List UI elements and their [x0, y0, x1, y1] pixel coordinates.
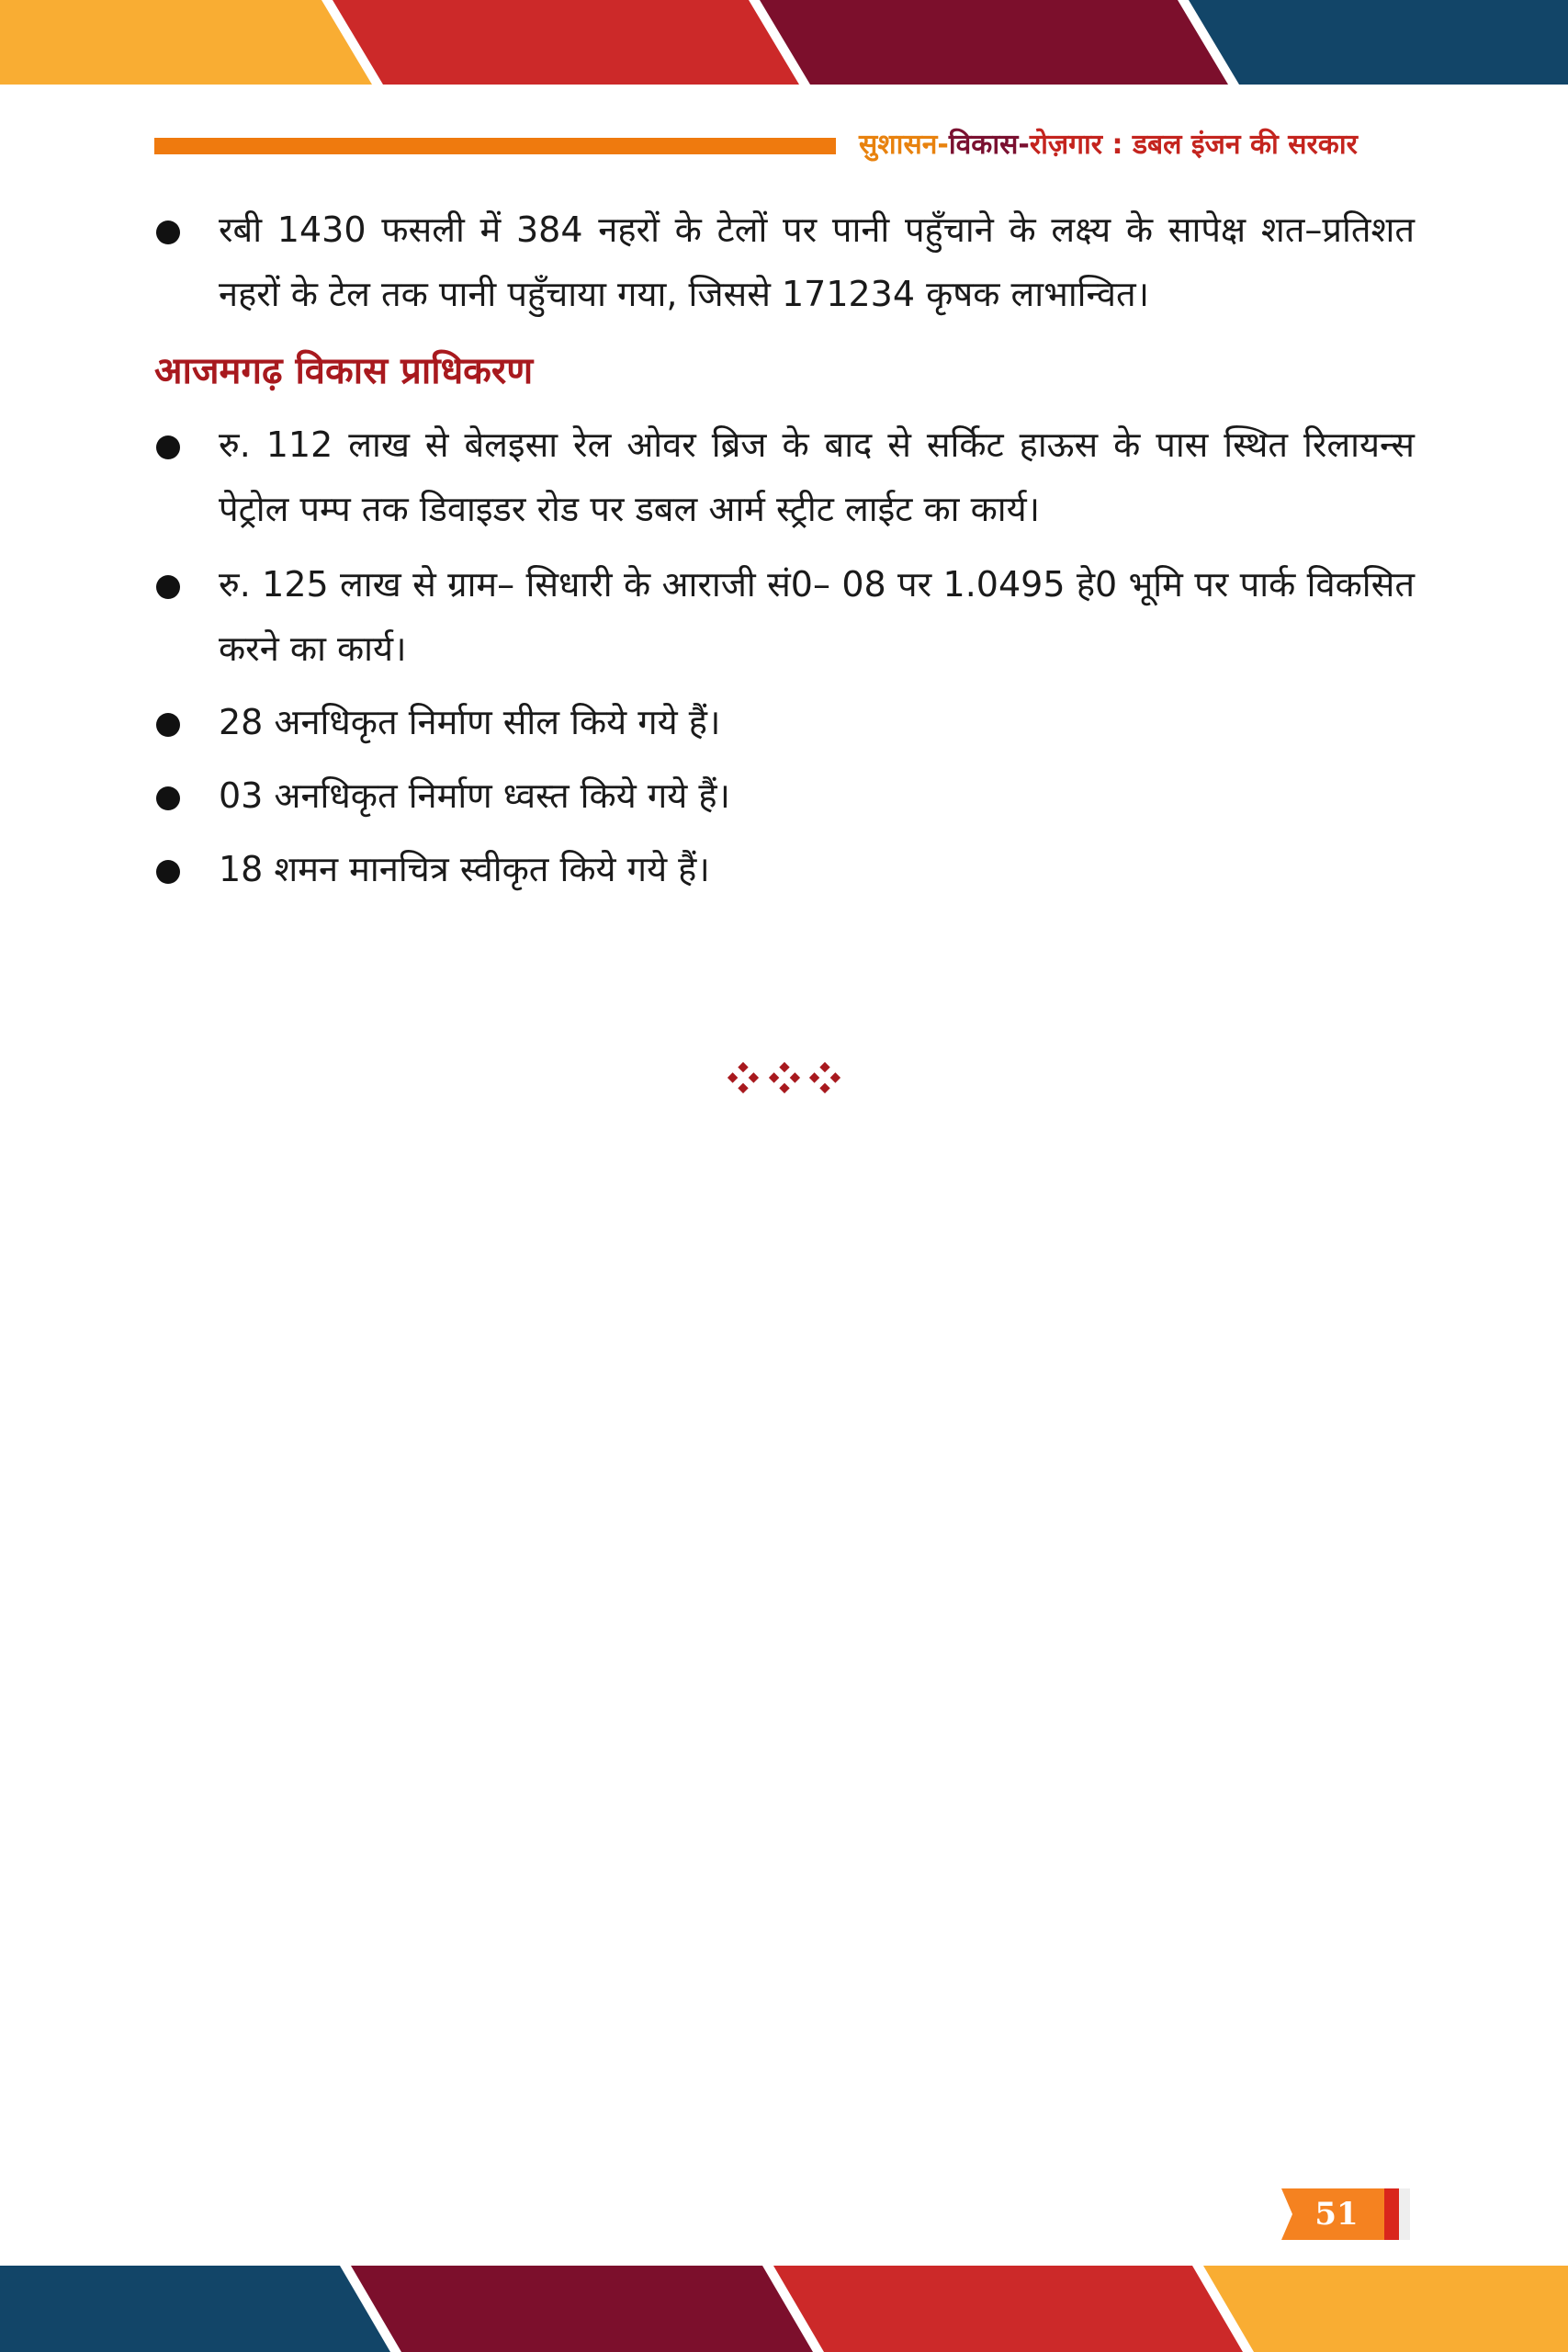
bullet-dot-icon	[156, 786, 180, 810]
diamond-fleuron-icon	[767, 1060, 802, 1095]
bullet-dot-icon	[156, 860, 180, 884]
list-item-text: रबी 1430 फसली में 384 नहरों के टेलों पर पानी पहुँचाने के लक्ष्य के सापेक्ष शत–प्रतिशत नहरों के टेल तक पानी पहुँचाया गया, जिससे 171234 कृषक लाभान्वित।	[219, 209, 1415, 314]
list-item-text: 18 शमन मानचित्र स्वीकृत किये गये हैं।	[219, 849, 710, 889]
bottom-band-navy	[0, 2266, 390, 2352]
bottom-color-band	[0, 2266, 1568, 2352]
top-band-yellow	[0, 0, 372, 85]
list-item-text: 28 अनधिकृत निर्माण सील किये गये हैं।	[219, 702, 721, 742]
list-item	[154, 198, 1415, 326]
header-title-part-3: रोज़गार : डबल इंजन की सरकार	[1029, 129, 1358, 161]
list-item	[154, 763, 1415, 828]
bullet-dot-icon	[156, 220, 180, 244]
list-item	[154, 413, 1415, 541]
top-band-navy	[1189, 0, 1568, 85]
list-item	[154, 837, 1415, 901]
header-orange-rule	[154, 138, 836, 154]
list-item	[154, 690, 1415, 754]
bullet-dot-icon	[156, 575, 180, 599]
header-title	[859, 125, 1410, 165]
top-color-band	[0, 0, 1568, 85]
list-item-text: रु. 112 लाख से बेलइसा रेल ओवर ब्रिज के बाद से सर्किट हाऊस के पास स्थित रिलायन्स पेट्रोल पम्प तक डिवाइडर रोड पर डबल आर्म स्ट्रीट लाईट का कार्य।	[219, 424, 1415, 529]
header-title-part-1: सुशासन-	[859, 129, 949, 161]
section-end-ornament	[726, 1058, 842, 1097]
section-heading: आजमगढ़ विकास प्राधिकरण	[154, 350, 534, 392]
bottom-band-yellow	[1203, 2266, 1568, 2352]
bottom-band-maroon	[351, 2266, 813, 2352]
bottom-band-red	[773, 2266, 1243, 2352]
list-item-text: रु. 125 लाख से ग्राम– सिधारी के आराजी सं0– 08 पर 1.0495 हे0 भूमि पर पार्क विकसित करने का कार्य।	[219, 564, 1415, 669]
top-band-maroon	[760, 0, 1228, 85]
bullet-dot-icon	[156, 435, 180, 459]
page-content	[154, 198, 1415, 901]
header-title-part-2: विकास-	[948, 129, 1030, 161]
diamond-fleuron-icon	[807, 1060, 842, 1095]
list-item	[154, 552, 1415, 681]
top-band-red	[333, 0, 799, 85]
bullet-dot-icon	[156, 713, 180, 737]
page-number: 51	[1314, 2196, 1359, 2233]
diamond-fleuron-icon	[726, 1060, 761, 1095]
list-item-text: 03 अनधिकृत निर्माण ध्वस्त किये गये हैं।	[219, 775, 730, 816]
